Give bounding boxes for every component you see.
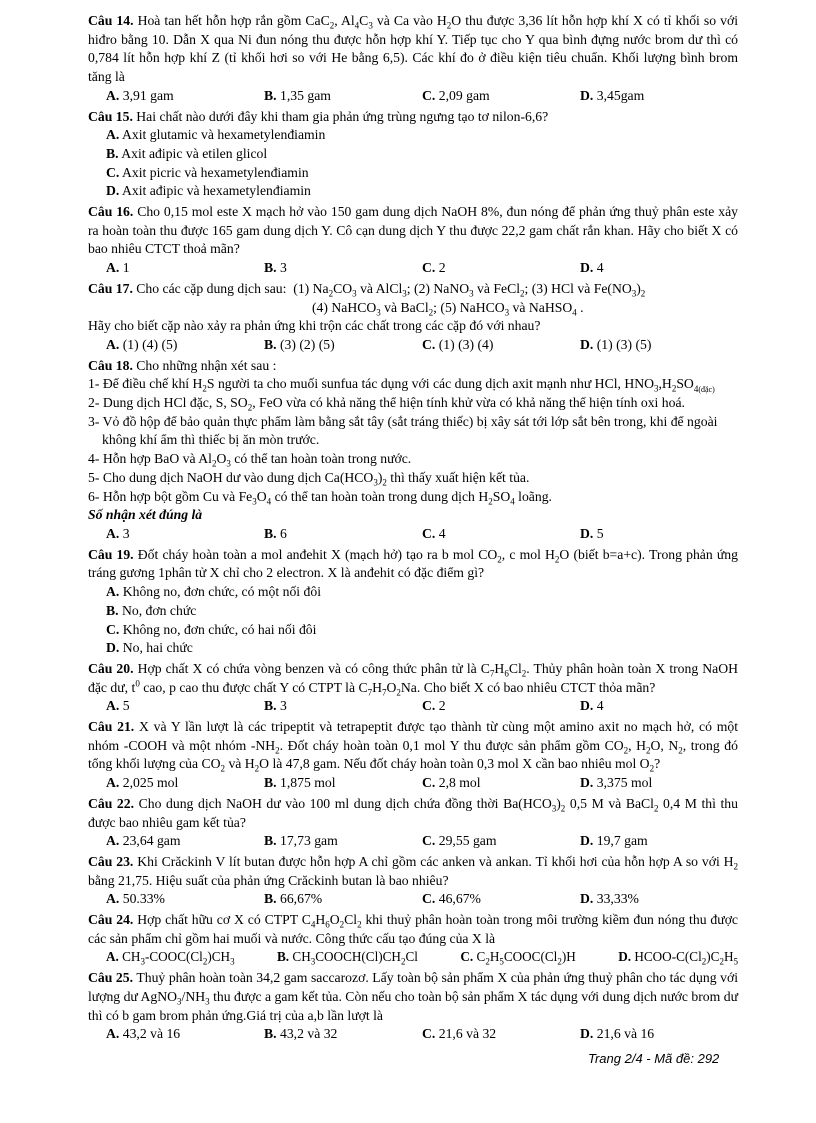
- option-letter: B.: [264, 775, 277, 791]
- statement-item: 6- Hỗn hợp bột gồm Cu và $Fe_3O_4$ có thể tan hoàn toàn trong dung dịch $H_2SO_4$ loãng.: [88, 488, 552, 507]
- question-label: Câu 15.: [88, 108, 133, 124]
- question-label: Câu 16.: [88, 204, 134, 220]
- option-text: 4: [593, 260, 604, 276]
- answer-option-c: [422, 832, 580, 851]
- question-22: [88, 795, 738, 851]
- answer-option-b: [264, 87, 422, 106]
- answer-option-b: [264, 1025, 422, 1044]
- option-letter: B.: [264, 525, 277, 541]
- option-letter: B.: [106, 602, 119, 618]
- option-letter: C.: [106, 621, 120, 637]
- option-letter: C.: [422, 1026, 436, 1042]
- answer-option-b: [106, 602, 426, 621]
- question-text-line-2: (4) NaHCO$_3$ và BaCl$_2$; (5) NaHCO$_3$ và NaHSO$_4$ .: [312, 299, 584, 318]
- question-label: Câu 20.: [88, 660, 134, 676]
- option-text: 2,09 gam: [435, 87, 490, 103]
- answer-option-d: [580, 1025, 738, 1044]
- question-stem: [88, 357, 738, 376]
- option-text: 2: [435, 260, 446, 276]
- answer-option-a: [106, 126, 426, 145]
- answer-options: [88, 259, 738, 278]
- option-letter: D.: [106, 640, 120, 656]
- answer-option-d: [580, 259, 738, 278]
- answer-option-a: [106, 259, 264, 278]
- answer-option-d: [580, 525, 738, 544]
- question-text: Cho các cặp dung dịch sau: (1) $Na_2CO_3$ và AlCl$_3$; (2) NaNO$_3$ và FeCl$_2$; (3) HCl và $Fe(NO_3)_2$: [136, 280, 646, 299]
- question-18: [88, 357, 738, 544]
- option-text: 50.33%: [119, 891, 165, 907]
- answer-option-d: [580, 87, 738, 106]
- question-label: Câu 18.: [88, 357, 133, 373]
- option-text: 33,33%: [593, 891, 639, 907]
- question-text: Hợp chất X có chứa vòng benzen và có công thức phân tử là $C_7H_6Cl_2$. Thủy phân hoàn toàn X trong NaOH đặc dư, $t^0$ cao, p cao thu được chất Y có CTPT là $C_7H_7O_2Na$. Cho biết X có bao nhiêu CTCT thỏa mãn?: [88, 660, 739, 698]
- answer-option-a: [106, 336, 264, 355]
- question-stem: [88, 969, 738, 1025]
- option-letter: C.: [106, 164, 120, 180]
- question-stem: [88, 795, 738, 832]
- answer-option-c: [422, 890, 580, 909]
- answer-option-a: [106, 697, 264, 716]
- option-letter: C.: [422, 336, 436, 352]
- question-stem: [88, 12, 738, 87]
- option-text: (1) (3) (4): [435, 336, 494, 352]
- option-text: 4: [435, 525, 446, 541]
- option-letter: B.: [264, 260, 277, 276]
- option-letter: C.: [422, 525, 436, 541]
- option-letter: A.: [106, 833, 120, 849]
- answer-option-c: C. $C_2H_5COOC(Cl_2)H$: [460, 949, 576, 968]
- option-text: 2,8 mol: [435, 775, 481, 791]
- answer-options: [88, 87, 738, 106]
- option-text: 1,875 mol: [276, 775, 336, 791]
- option-text: 21,6 và 16: [593, 1026, 655, 1042]
- option-text: Không no, đơn chức, có hai nối đôi: [119, 621, 317, 637]
- question-text: Cho 0,15 mol este X mạch hở vào 150 gam dung dịch NaOH 8%, đun nóng để phản ứng thuỷ phân este xảy ra hoàn toàn thu được 165 gam dung dịch Y. Cô cạn dung dịch Y thu được 22,2 gam chất rắn khan. Hãy cho biết X có bao nhiêu CTCT thoả mãn?: [88, 204, 739, 257]
- option-text: No, đơn chức: [118, 602, 197, 618]
- option-text: 21,6 và 32: [435, 1026, 497, 1042]
- answer-option-c: [106, 164, 426, 183]
- option-letter: D.: [580, 891, 594, 907]
- option-letter: D.: [580, 1026, 594, 1042]
- option-text: 6: [276, 525, 287, 541]
- question-25: [88, 969, 738, 1044]
- option-letter: D.: [106, 183, 120, 199]
- answer-options: [88, 774, 738, 793]
- statement-item: 2- Dung dịch HCl đặc, S, $SO_2$, FeO vừa có khả năng thể hiện tính khử vừa có khả năng thể hiện tính oxi hoá.: [88, 395, 685, 413]
- answer-option-d: [106, 639, 426, 658]
- option-letter: A.: [106, 127, 120, 143]
- option-letter: B.: [264, 1026, 277, 1042]
- option-text: 3,375 mol: [593, 775, 653, 791]
- option-text: 43,2 và 16: [119, 1026, 181, 1042]
- question-stem: [88, 911, 738, 948]
- question-16: [88, 203, 738, 278]
- question-text: Đốt cháy hoàn toàn a mol anđehit X (mạch hở) tạo ra b mol $CO_2$, c mol $H_2O$ (biết b=a+c). Trong phản ứng tráng gương 1phân tử X chỉ cho 2 electron. X là anđehit có đặc điểm gì?: [88, 546, 738, 581]
- option-letter: A.: [106, 525, 120, 541]
- option-letter: C.: [422, 833, 436, 849]
- answer-option-b: [106, 145, 426, 164]
- option-text: 2: [435, 698, 446, 714]
- option-letter: B.: [106, 145, 119, 161]
- question-stem: [88, 853, 738, 890]
- question-conclusion: Số nhận xét đúng là: [88, 507, 203, 523]
- option-text: 3: [276, 698, 287, 714]
- option-text: 19,7 gam: [593, 833, 648, 849]
- answer-options: [88, 890, 738, 909]
- question-label: Câu 23.: [88, 853, 134, 869]
- answer-option-b: [264, 697, 422, 716]
- question-label: Câu 24.: [88, 912, 134, 928]
- statement-item: 5- Cho dung dịch NaOH dư vào dung dịch $Ca(HCO_3)_2$ thì thấy xuất hiện kết tủa.: [88, 469, 530, 488]
- option-text: 23,64 gam: [119, 833, 181, 849]
- answer-options: [88, 126, 738, 201]
- question-stem: [88, 108, 738, 127]
- answer-option-d: [580, 697, 738, 716]
- question-17: [88, 280, 738, 355]
- question-stem: [88, 718, 738, 774]
- question-text: Cho những nhận xét sau :: [136, 357, 277, 373]
- option-text: 5: [119, 698, 130, 714]
- option-text: 29,55 gam: [435, 833, 497, 849]
- question-text: Hai chất nào dưới đây khi tham gia phản ứng trùng ngưng tạo tơ nilon-6,6?: [136, 108, 549, 124]
- answer-option-b: [264, 890, 422, 909]
- question-19: [88, 546, 738, 658]
- option-text: Axit glutamic và hexametylenđiamin: [119, 127, 326, 143]
- option-text: 4: [593, 698, 604, 714]
- option-text: No, hai chức: [119, 640, 193, 656]
- answer-option-d: D. HCOO-$C(Cl_2)C_2H_5$: [618, 949, 738, 968]
- option-letter: A.: [106, 1026, 120, 1042]
- answer-option-c: [106, 621, 426, 640]
- question-text: X và Y lần lượt là các tripeptit và tetrapeptit được tạo thành từ cùng một amino axit no mạch hở, có một nhóm -COOH và một nhóm $-NH_2$. Đốt cháy hoàn toàn 0,1 mol Y thu được sản phẩm gồm $CO_2$, $H_2O$, $N_2$, trong đó tổng khối lượng của $CO_2$ và $H_2O$ là 47,8 gam. Nếu đốt cháy hoàn toàn 0,3 mol X cần bao nhiêu mol $O_2$?: [88, 719, 739, 775]
- answer-option-b: [264, 832, 422, 851]
- answer-options: [88, 1025, 738, 1044]
- option-text: 1: [119, 260, 130, 276]
- option-text: 17,73 gam: [276, 833, 338, 849]
- answer-option-b: [264, 336, 422, 355]
- option-letter: A.: [106, 775, 120, 791]
- option-text: 5: [593, 525, 604, 541]
- question-label: Câu 14.: [88, 13, 134, 28]
- question-14: [88, 12, 738, 106]
- option-letter: B.: [264, 833, 277, 849]
- question-text: Thuỷ phân hoàn toàn 34,2 gam saccarozơ. Lấy toàn bộ sản phẩm X của phản ứng thuỷ phân cho tác dụng với lượng dư $AgNO_3/NH_3$ thu được a gam kết tủa. Còn nếu cho toàn bộ sản phẩm X tác dụng với dung dịch nước brom dư thì có b gam brom phản ứng.Giá trị của a,b lần lượt là: [88, 970, 738, 1023]
- question-stem: [88, 546, 738, 583]
- option-letter: B.: [264, 87, 277, 103]
- answer-options: [88, 948, 738, 967]
- option-text: 2,025 mol: [119, 775, 179, 791]
- option-letter: C.: [422, 87, 436, 103]
- question-label: Câu 25.: [88, 970, 134, 986]
- option-text: 46,67%: [435, 891, 481, 907]
- option-letter: D.: [580, 87, 594, 103]
- question-text: Khi Crăckinh V lít butan được hỗn hợp A chỉ gồm các anken và ankan. Tỉ khối hơi của hỗn hợp A so với $H_2$ bằng 21,75. Hiệu suất của phản ứng Crăckinh butan là bao nhiêu?: [88, 853, 739, 888]
- question-text: Hoà tan hết hỗn hợp rắn gồm CaC$_2$, $Al_4C_3$ và Ca vào $H_2O$ thu được 3,36 lít hỗn hợp khí X có tỉ khối so với hiđro bằng 10. Dẫn X qua Ni đun nóng thu được hỗn hợp khí Y. Tiếp tục cho Y qua bình đựng nước brom dư thì có 0,784 lít hỗn hợp khí Z (tỉ khối hơi so với He bằng 6,5). Các khí đo ở điều kiện tiêu chuẩn. Khối lượng bình brom tăng là: [88, 13, 739, 85]
- answer-option-d: [580, 336, 738, 355]
- option-letter: D.: [580, 260, 594, 276]
- answer-option-a: A. $CH_3-COOC(Cl_2)CH_3$: [106, 949, 235, 968]
- option-text: 3,45gam: [593, 87, 645, 103]
- option-letter: D.: [580, 525, 594, 541]
- option-letter: D.: [580, 833, 594, 849]
- question-21: [88, 718, 738, 793]
- answer-option-b: [264, 774, 422, 793]
- option-letter: D.: [580, 698, 594, 714]
- answer-options: [88, 583, 738, 658]
- statement-item: 1- Để điều chế khí $H_2S$ người ta cho muối sunfua tác dụng với các dung dịch axit mạnh như HCl, $HNO_3,H_2SO_{4(đặc)}$: [88, 376, 715, 395]
- option-letter: A.: [106, 336, 120, 352]
- answer-option-d: [580, 890, 738, 909]
- question-23: [88, 853, 738, 909]
- option-letter: C.: [422, 775, 436, 791]
- answer-option-c: [422, 1025, 580, 1044]
- answer-option-c: [422, 697, 580, 716]
- question-text: Hợp chất hữu cơ X có CTPT $C_4H_6O_2Cl_2$ khi thuỷ phân hoàn toàn trong môi trường kiềm đun nóng thu được các sản phẩm chỉ gồm hai muối và nước. Công thức cấu tạo đúng của X là: [88, 912, 739, 946]
- answer-option-a: [106, 1025, 264, 1044]
- question-text-line-3: Hãy cho biết cặp nào xảy ra phản ứng khi trộn các chất trong các cặp đó với nhau?: [88, 318, 541, 334]
- option-text: Axit ađipic và etilen glicol: [118, 145, 268, 161]
- option-letter: B.: [264, 336, 277, 352]
- option-text: 3: [276, 260, 287, 276]
- option-text: (3) (2) (5): [276, 336, 335, 352]
- option-letter: B.: [264, 698, 277, 714]
- option-letter: A.: [106, 260, 120, 276]
- answer-option-a: [106, 774, 264, 793]
- answer-option-b: [264, 259, 422, 278]
- option-letter: A.: [106, 584, 120, 600]
- option-letter: A.: [106, 87, 120, 103]
- answer-option-d: [106, 182, 426, 201]
- option-text: 66,67%: [276, 891, 323, 907]
- statement-list: [88, 375, 738, 506]
- answer-option-b: B. $CH_3COOCH(Cl)CH_2Cl$: [277, 949, 418, 968]
- option-letter: C.: [422, 260, 436, 276]
- page-footer: Trang 2/4 - Mã đề: 292: [588, 1051, 720, 1066]
- question-label: Câu 17.: [88, 280, 133, 296]
- option-text: Không no, đơn chức, có một nối đôi: [119, 584, 322, 600]
- question-label: Câu 22.: [88, 795, 135, 811]
- question-15: [88, 108, 738, 202]
- question-20: [88, 660, 738, 716]
- option-letter: A.: [106, 698, 120, 714]
- answer-option-c: [422, 774, 580, 793]
- answer-option-a: [106, 832, 264, 851]
- question-text: Cho dung dịch NaOH dư vào 100 ml dung dịch chứa đồng thời $Ba(HCO_3)_2$ 0,5 M và BaCl$_2$ 0,4 M thì thu được bao nhiêu gam kết tủa?: [88, 795, 738, 830]
- option-letter: A.: [106, 891, 120, 907]
- question-label: Câu 19.: [88, 546, 134, 562]
- answer-option-c: [422, 336, 580, 355]
- option-letter: C.: [422, 891, 436, 907]
- exam-page: [88, 12, 738, 1046]
- answer-option-a: [106, 890, 264, 909]
- option-text: 1,35 gam: [276, 87, 331, 103]
- answer-option-a: [106, 525, 264, 544]
- question-stem: [88, 203, 738, 259]
- option-text: 3: [119, 525, 130, 541]
- option-text: (1) (4) (5): [119, 336, 178, 352]
- option-letter: D.: [580, 775, 594, 791]
- option-text: Axit picric và hexametylenđiamin: [119, 164, 309, 180]
- option-letter: C.: [422, 698, 436, 714]
- answer-options: [88, 525, 738, 544]
- answer-option-c: [422, 259, 580, 278]
- answer-option-c: [422, 87, 580, 106]
- option-text: Axit ađipic và hexametylenđiamin: [119, 183, 311, 199]
- answer-option-d: [580, 832, 738, 851]
- answer-option-a: [106, 87, 264, 106]
- question-stem: [88, 280, 738, 299]
- answer-options: [88, 336, 738, 355]
- answer-options: [88, 697, 738, 716]
- option-text: (1) (3) (5): [593, 336, 652, 352]
- answer-option-b: [264, 525, 422, 544]
- option-text: 43,2 và 32: [276, 1026, 338, 1042]
- answer-options: [88, 832, 738, 851]
- question-stem: [88, 660, 738, 697]
- option-text: 3,91 gam: [119, 87, 174, 103]
- answer-option-c: [422, 525, 580, 544]
- statement-item: 3- Vỏ đồ hộp để bảo quản thực phẩm làm bằng sắt tây (sắt tráng thiếc) bị xây sát tới lớp sắt bên trong, khi để ngoài không khí ẩm thì thiếc bị ăn mòn trước.: [88, 413, 718, 448]
- option-letter: B.: [264, 891, 277, 907]
- question-label: Câu 21.: [88, 719, 135, 735]
- answer-option-d: [580, 774, 738, 793]
- statement-item: 4- Hỗn hợp BaO và $Al_2O_3$ có thể tan hoàn toàn trong nước.: [88, 451, 412, 469]
- option-letter: D.: [580, 336, 594, 352]
- answer-option-a: [106, 583, 426, 602]
- question-24: [88, 911, 738, 967]
